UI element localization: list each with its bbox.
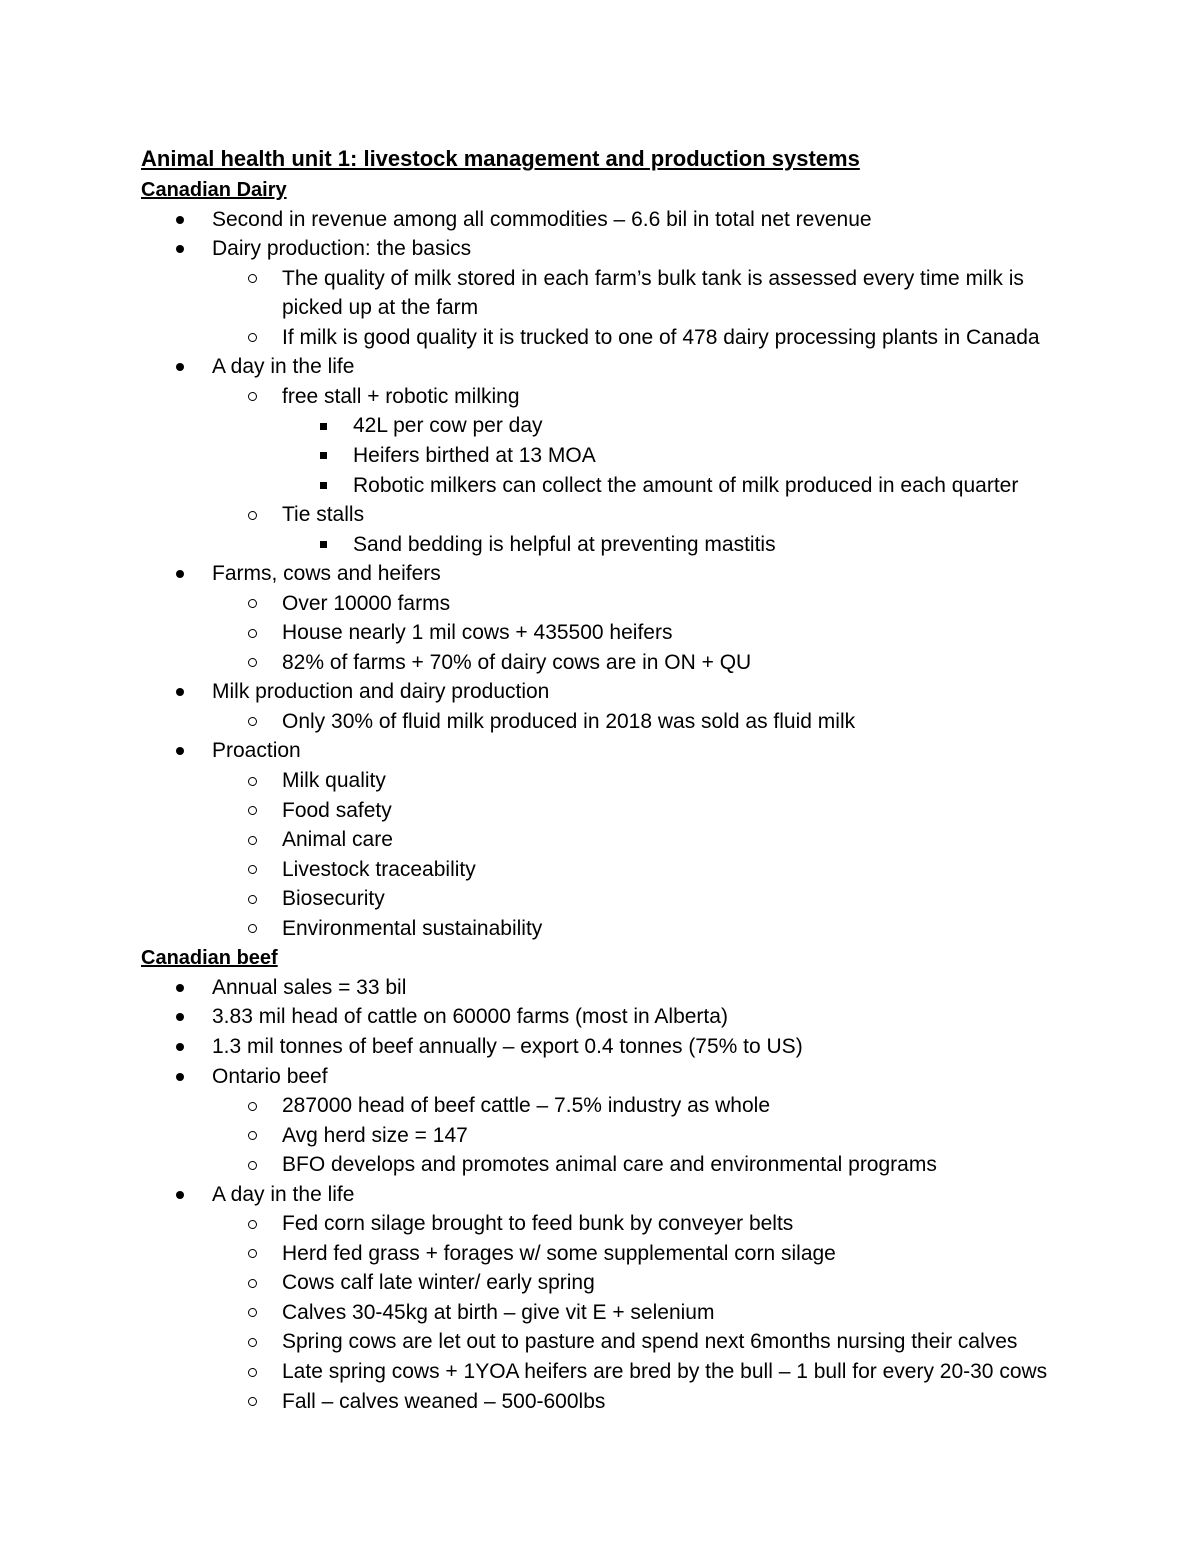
circle-bullet-icon [248,599,257,608]
list-item: Milk quality [282,769,386,792]
section-heading: Canadian Dairy [141,179,287,201]
square-bullet-icon [320,423,327,430]
bullet-icon [176,363,184,371]
bullet-icon [176,1073,184,1081]
circle-bullet-icon [248,333,257,342]
list-item: Avg herd size = 147 [282,1123,468,1147]
list-item: Milk production and dairy production [212,680,550,704]
list-item: Late spring cows + 1YOA heifers are bred by the bull – 1 bull for every 20-30 cows [282,1360,1048,1383]
list-item: Spring cows are let out to pasture and spend next 6months nursing their calves [282,1330,1018,1354]
list-item: Calves 30-45kg at birth – give vit E + selenium [282,1300,715,1324]
list-item: Annual sales = 33 bil [212,975,407,999]
circle-bullet-icon [248,274,257,283]
circle-bullet-icon [248,924,257,933]
circle-bullet-icon [248,1161,257,1170]
list-item: 287000 head of beef cattle – 7.5% industry as whole [282,1094,771,1118]
circle-bullet-icon [248,1279,257,1288]
bullet-icon [176,747,184,755]
circle-bullet-icon [248,1368,257,1377]
circle-bullet-icon [248,895,257,904]
circle-bullet-icon [248,1397,257,1406]
list-item: Over 10000 farms [282,591,451,615]
circle-bullet-icon [248,717,257,726]
list-item: Sand bedding is helpful at preventing mastitis [353,532,776,556]
bullet-icon [176,1191,184,1199]
square-bullet-icon [320,452,327,459]
circle-bullet-icon [248,1308,257,1317]
circle-bullet-icon [248,1102,257,1111]
list-item: Animal care [282,828,393,852]
circle-bullet-icon [248,1338,257,1347]
list-item: The quality of milk stored in each farm’s bulk tank is assessed every time milk is [282,266,1024,290]
circle-bullet-icon [248,836,257,845]
list-item: Ontario beef [212,1064,328,1088]
list-item: Only 30% of fluid milk produced in 2018 was sold as fluid milk [282,709,856,733]
list-item: picked up at the farm [282,296,479,320]
list-item: Fall – calves weaned – 500-600lbs [282,1389,606,1413]
list-item: Food safety [282,798,392,822]
square-bullet-icon [320,482,327,489]
bullet-icon [176,1043,184,1051]
list-item: Second in revenue among all commodities – 6.6 bil in total net revenue [212,207,872,231]
square-bullet-icon [320,541,327,548]
bullet-icon [176,245,184,253]
list-item: Herd fed grass + forages w/ some supplemental corn silage [282,1241,836,1265]
circle-bullet-icon [248,777,257,786]
circle-bullet-icon [248,806,257,815]
bullet-icon [176,570,184,578]
circle-bullet-icon [248,1249,257,1258]
list-item: free stall + robotic milking [282,384,520,408]
list-item: Livestock traceability [282,857,476,881]
circle-bullet-icon [248,1131,257,1140]
list-item: 3.83 mil head of cattle on 60000 farms (most in Alberta) [212,1005,728,1029]
list-item: Robotic milkers can collect the amount of milk produced in each quarter [353,473,1019,497]
list-item: A day in the life [212,355,355,379]
list-item: A day in the life [212,1182,355,1206]
circle-bullet-icon [248,658,257,667]
bullet-icon [176,216,184,224]
circle-bullet-icon [248,865,257,874]
circle-bullet-icon [248,392,257,401]
bullet-icon [176,688,184,696]
list-item: Environmental sustainability [282,916,543,940]
bullet-icon [176,1013,184,1021]
list-item: Biosecurity [282,887,385,911]
circle-bullet-icon [248,629,257,638]
list-item: House nearly 1 mil cows + 435500 heifers [282,621,673,645]
list-item: Dairy production: the basics [212,237,472,261]
section-heading: Canadian beef [141,947,278,970]
list-item: Fed corn silage brought to feed bunk by conveyer belts [282,1212,794,1236]
list-item: Tie stalls [282,503,365,527]
list-item: 1.3 mil tonnes of beef annually – export 0.4 tonnes (75% to US) [212,1034,803,1058]
list-item: Proaction [212,739,301,763]
document-title: Animal health unit 1: livestock management and production systems [141,146,860,171]
list-item: Heifers birthed at 13 MOA [353,443,596,467]
circle-bullet-icon [248,1220,257,1229]
list-item: If milk is good quality it is trucked to one of 478 dairy processing plants in Canada [282,325,1040,349]
list-item: Cows calf late winter/ early spring [282,1271,595,1295]
list-item: BFO develops and promotes animal care and environmental programs [282,1153,937,1177]
list-item: 82% of farms + 70% of dairy cows are in ON + QU [282,650,752,674]
list-item: 42L per cow per day [353,414,543,438]
circle-bullet-icon [248,511,257,520]
list-item: Farms, cows and heifers [212,562,441,586]
bullet-icon [176,984,184,992]
